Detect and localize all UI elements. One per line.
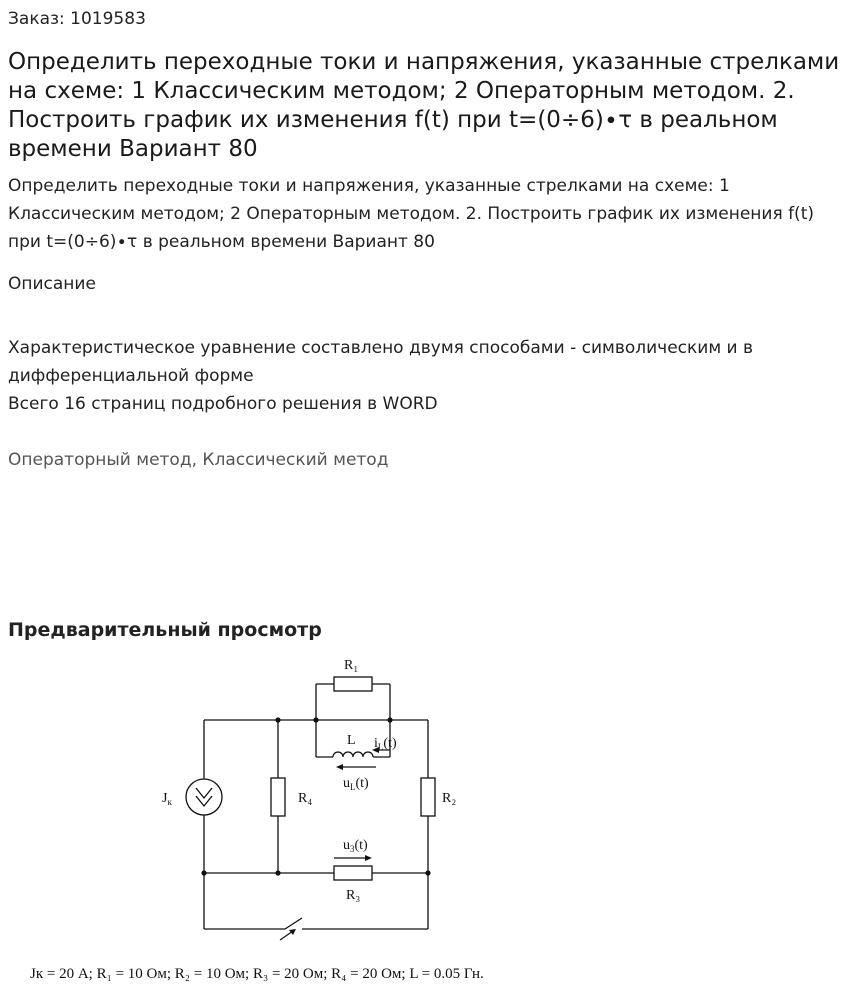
tag-link-operator-method[interactable]: Операторный метод (8, 450, 192, 470)
task-summary: Определить переходные токи и напряжения, указанные стрелками на схеме: 1 Классическим методом; 2 Операторным методом. 2. Построить график их изменения f(t) при t=(0÷6)∙τ в реальном времени Вариант 80 (8, 176, 814, 252)
inductor-l (333, 752, 373, 757)
description-heading: Описание (8, 274, 96, 294)
arrows (280, 747, 390, 940)
resistor-r1 (334, 677, 372, 691)
description-line: Всего 16 страниц подробного решения в WORD (8, 394, 438, 414)
tag-link-classic-method[interactable]: Классический метод (202, 450, 389, 470)
label-jk: $J_к$ (162, 791, 172, 807)
label-u3: $u_3(t)$ (343, 838, 368, 854)
resistor-r2 (421, 778, 435, 816)
circuit-preview-image (0, 645, 847, 997)
resistor-r3 (334, 866, 372, 880)
label-ul: $u_L(t)$ (343, 776, 369, 792)
description-body (8, 334, 838, 418)
current-source-jk (186, 779, 222, 815)
label-r3: R₃ (346, 888, 361, 903)
label-r4: R₄ (298, 791, 313, 806)
order-number: Заказ: 1019583 (8, 9, 146, 29)
label-il: $i_L(t)$ (374, 736, 397, 752)
tag-separator: , (191, 450, 203, 470)
resistor-r4 (271, 778, 285, 816)
label-l: L (347, 733, 356, 748)
description-line: Характеристическое уравнение составлено двумя способами - символическим и в дифференциальной форме (8, 338, 754, 386)
label-r1: R₁ (344, 658, 359, 673)
label-r2: R₂ (442, 791, 457, 806)
tag-list (8, 450, 388, 470)
circuit-parameters: Jк = 20 А; R₁ = 10 Ом; R₂ = 10 Ом; R₃ = 20 Ом; R₄ = 20 Ом; L = 0.05 Гн. (30, 966, 484, 982)
preview-heading: Предварительный просмотр (8, 619, 322, 641)
page-title: Определить переходные токи и напряжения, указанные стрелками на схеме: 1 Классическим методом; 2 Операторным методом. 2. Построить график их изменения f(t) при t=(0÷6)∙τ в реальном времени Вариант 80 (8, 49, 840, 162)
